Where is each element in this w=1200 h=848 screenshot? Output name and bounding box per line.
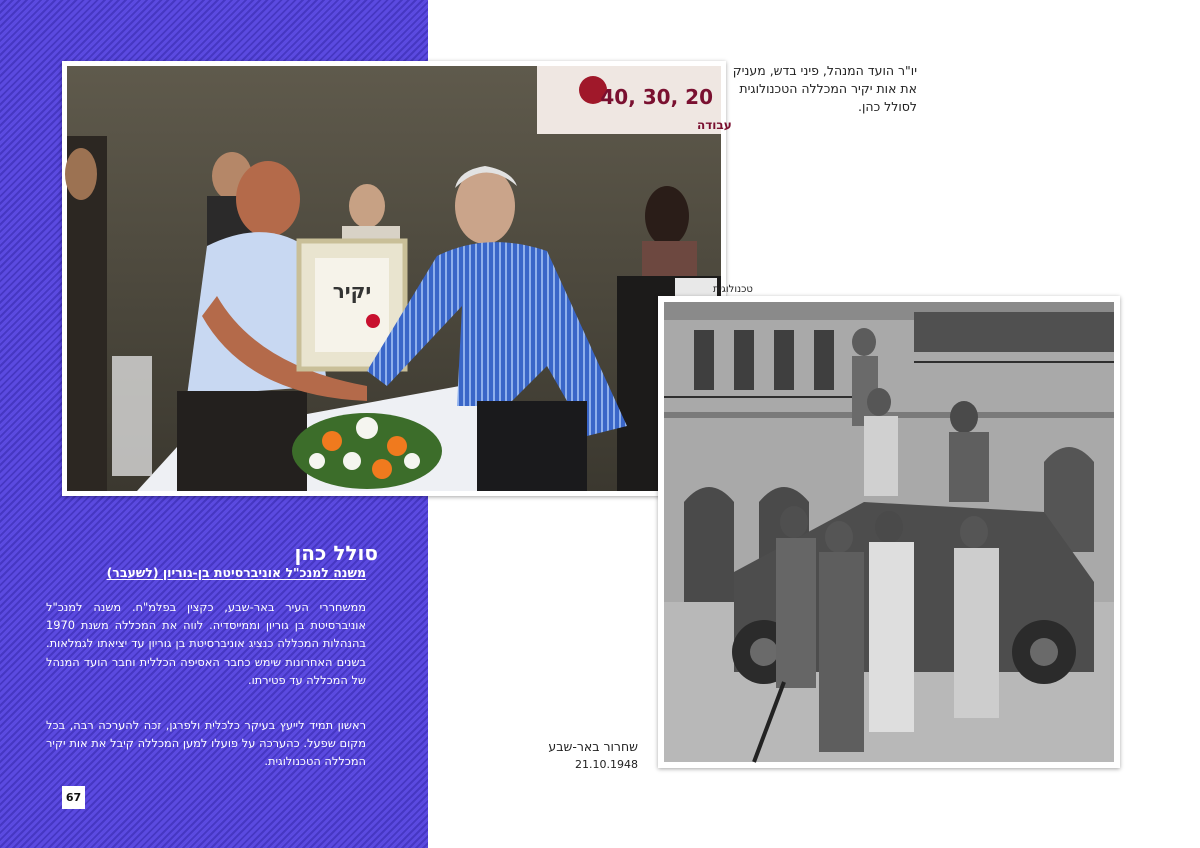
award-photo-image: [67, 66, 753, 491]
page-number: 67: [62, 786, 85, 809]
person-name: סולל כהן: [294, 541, 378, 565]
person-role: משנה למנכ"ל אוניברסיטת בן-גוריון (לשעבר): [106, 565, 366, 580]
historic-photo-date: 21.10.1948: [575, 758, 638, 771]
award-ceremony-photo: [62, 61, 753, 496]
podium-sign: טכנולוגית: [713, 284, 753, 295]
certificate-title: יקיר: [332, 279, 372, 303]
historic-photo-image: [664, 302, 1114, 762]
banner-word: עבודה: [697, 118, 732, 132]
historic-photo-caption: [488, 738, 638, 774]
bio-paragraph-1: ממשחררי העיר באר-שבע, כקצין בפלמ"ח. משנה למנכ"ל אוניברסיטת בן גוריון וממייסדיה. לווה את המכללה משנת 1970 בהנהלות המכללה כנציג אוניברסיטת בן גוריון עד יציאתו לגמלאות. בשנים האחרונות שימש כחבר האסיפה הכללית וחבר הועד המנהל של המכללה עד פטירתו.: [46, 600, 366, 687]
historic-photo-title: שחרור באר-שבע: [548, 739, 638, 754]
award-photo-caption: יו"ר הועד המנהל, פיני בדש, מעניק את אות יקיר המכללה הטכנולוגית לסולל כהן.: [732, 63, 917, 114]
bio-paragraph-2: ראשון תמיד לייעץ בעיקר כלכלית ולפרגן, זכה להערכה רבה, בכל מקום שפעל. כהערכה על פועלו למען המכללה קיבל את אות יקיר המכללה הטכנולוגית.: [46, 718, 366, 769]
banner-numbers: 40, 30, 20: [600, 85, 713, 109]
historic-liberation-photo: [658, 296, 1120, 768]
